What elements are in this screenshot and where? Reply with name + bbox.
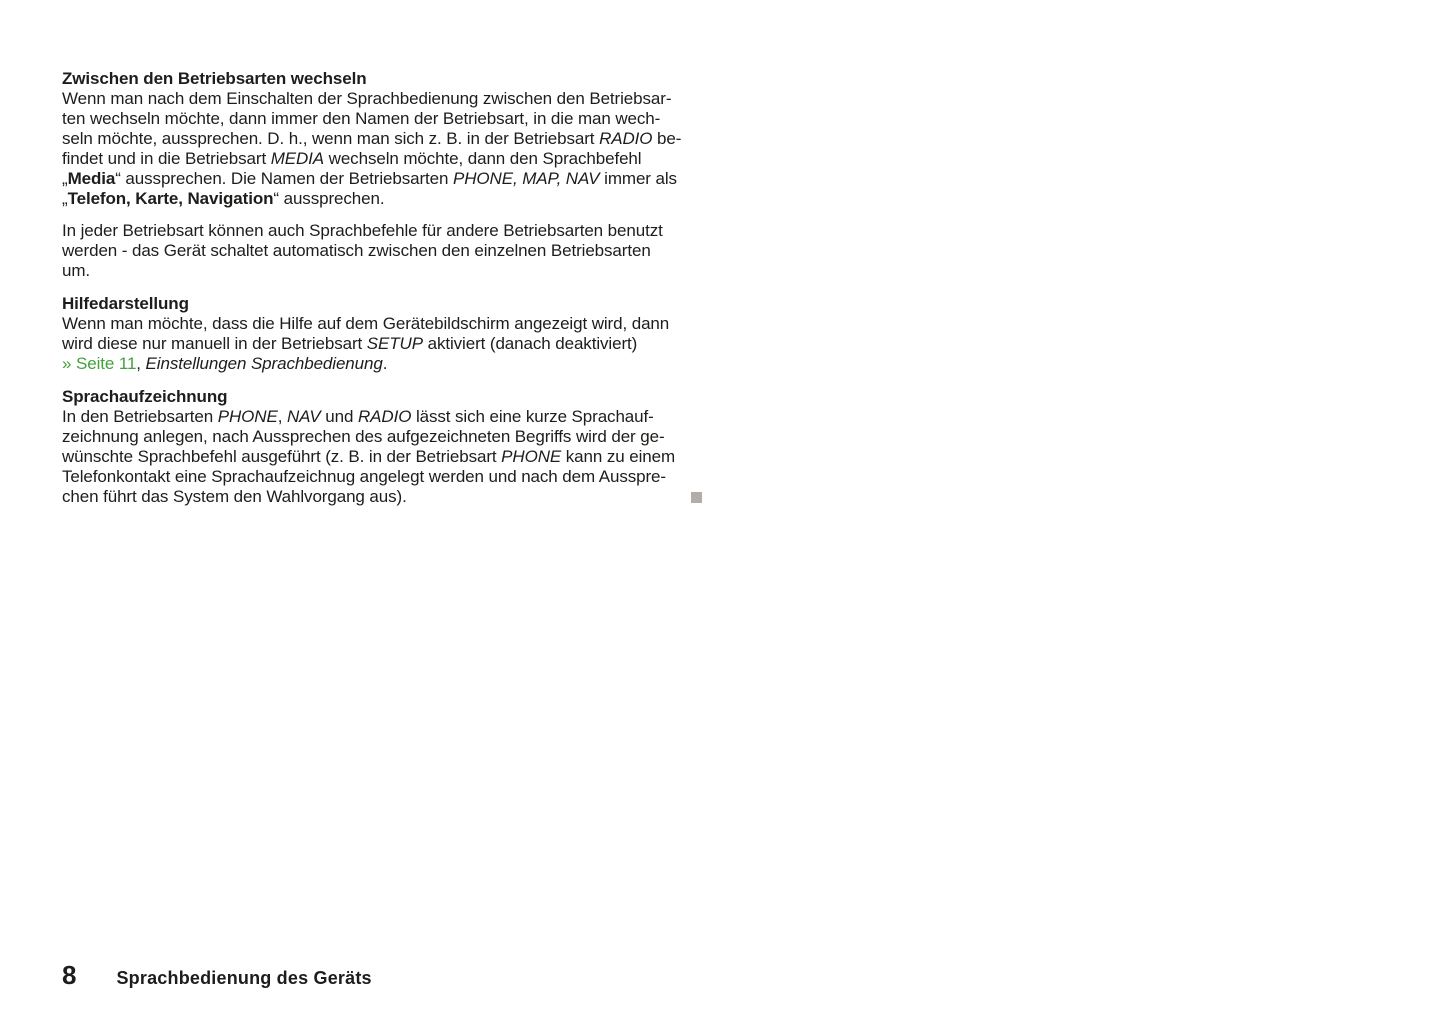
text-line (62, 221, 702, 241)
text-segment: lässt sich eine kurze Sprachauf- (411, 407, 654, 426)
paragraph (62, 407, 702, 507)
text-segment: . (382, 354, 388, 373)
text-line (62, 129, 702, 149)
text-segment: zeichnung anlegen, nach Aussprechen des aufgezeichneten Begriffs wird der ge- (62, 427, 665, 446)
footer-chapter-title: Sprachbedienung des Geräts (116, 968, 372, 988)
text-segment: immer als (599, 169, 677, 188)
text-segment: aktiviert (danach deaktiviert) (422, 334, 638, 353)
section-hilfedarstellung (62, 294, 702, 374)
text-segment: wechseln möchte, dann den Sprachbefehl (324, 149, 642, 168)
paragraph (62, 221, 702, 281)
text-segment: “ aussprechen. Die Namen der Betriebsarten (115, 169, 454, 188)
mode-name-setup: SETUP (366, 334, 423, 353)
section-end-marker (691, 492, 702, 503)
text-segment: , (277, 407, 287, 426)
text-segment: „ (62, 169, 68, 188)
paragraph (62, 314, 702, 374)
paragraph (62, 89, 702, 209)
text-line (62, 467, 702, 487)
text-segment: , (136, 354, 146, 373)
mode-name-phone: PHONE (501, 447, 562, 466)
text-segment: werden - das Gerät schaltet automatisch zwischen den einzelnen Betriebsarten (62, 241, 651, 260)
text-line (62, 89, 702, 109)
mode-names-phone-map-nav: PHONE, MAP, NAV (453, 169, 600, 188)
text-line (62, 427, 702, 447)
text-line (62, 334, 702, 354)
text-segment: kann zu einem (561, 447, 676, 466)
voice-command-telefon-karte-navigation: Telefon, Karte, Navigation (67, 189, 274, 208)
mode-name-radio: RADIO (357, 407, 412, 426)
text-line (62, 487, 702, 507)
text-segment: Wenn man möchte, dass die Hilfe auf dem Gerätebildschirm angezeigt wird, dann (62, 314, 670, 333)
text-segment: In jeder Betriebsart können auch Sprachbefehle für andere Betriebsarten benutzt (62, 221, 663, 240)
text-segment: Wenn man nach dem Einschalten der Sprachbedienung zwischen den Betriebsar- (62, 89, 672, 108)
text-line (62, 149, 702, 169)
text-line (62, 354, 702, 374)
text-segment: In den Betriebsarten (62, 407, 218, 426)
text-line (62, 261, 702, 281)
text-line (62, 447, 702, 467)
text-segment: wünschte Sprachbefehl ausgeführt (z. B. in der Betriebsart (62, 447, 502, 466)
section-betriebsarten-wechseln (62, 69, 702, 281)
section-heading: Zwischen den Betriebsarten wechseln (62, 69, 367, 88)
mode-name-phone: PHONE (217, 407, 278, 426)
mode-name-radio: RADIO (599, 129, 653, 148)
text-line (62, 241, 702, 261)
page-footer (62, 962, 372, 989)
text-segment: „ (62, 189, 68, 208)
reference-chapter-title: Einstellungen Sprachbedienung (145, 354, 383, 373)
manual-text-column (62, 69, 702, 507)
voice-command-media: Media (67, 169, 116, 188)
text-segment: wird diese nur manuell in der Betriebsart (62, 334, 367, 353)
text-segment: be- (652, 129, 682, 148)
text-segment: chen führt das System den Wahlvorgang aus). (62, 487, 407, 506)
text-segment: und (320, 407, 358, 426)
section-sprachaufzeichnung (62, 387, 702, 507)
text-segment: Telefonkontakt eine Sprachaufzeichnug angelegt werden und nach dem Ausspre- (62, 467, 666, 486)
text-line (62, 189, 702, 209)
mode-name-media: MEDIA (270, 149, 325, 168)
text-line (62, 314, 702, 334)
page-number: 8 (62, 960, 77, 990)
text-line (62, 109, 702, 129)
text-segment: findet und in die Betriebsart (62, 149, 271, 168)
text-line (62, 407, 702, 427)
page-reference-link[interactable]: » Seite 11 (62, 354, 137, 373)
text-segment: “ aussprechen. (273, 189, 385, 208)
text-line (62, 169, 702, 189)
text-segment: ten wechseln möchte, dann immer den Namen der Betriebsart, in die man wech- (62, 109, 661, 128)
section-heading: Sprachaufzeichnung (62, 387, 228, 406)
text-segment: seln möchte, aussprechen. D. h., wenn man sich z. B. in der Betriebsart (62, 129, 600, 148)
text-segment: um. (62, 261, 91, 280)
mode-name-nav: NAV (286, 407, 321, 426)
section-heading: Hilfedarstellung (62, 294, 189, 313)
